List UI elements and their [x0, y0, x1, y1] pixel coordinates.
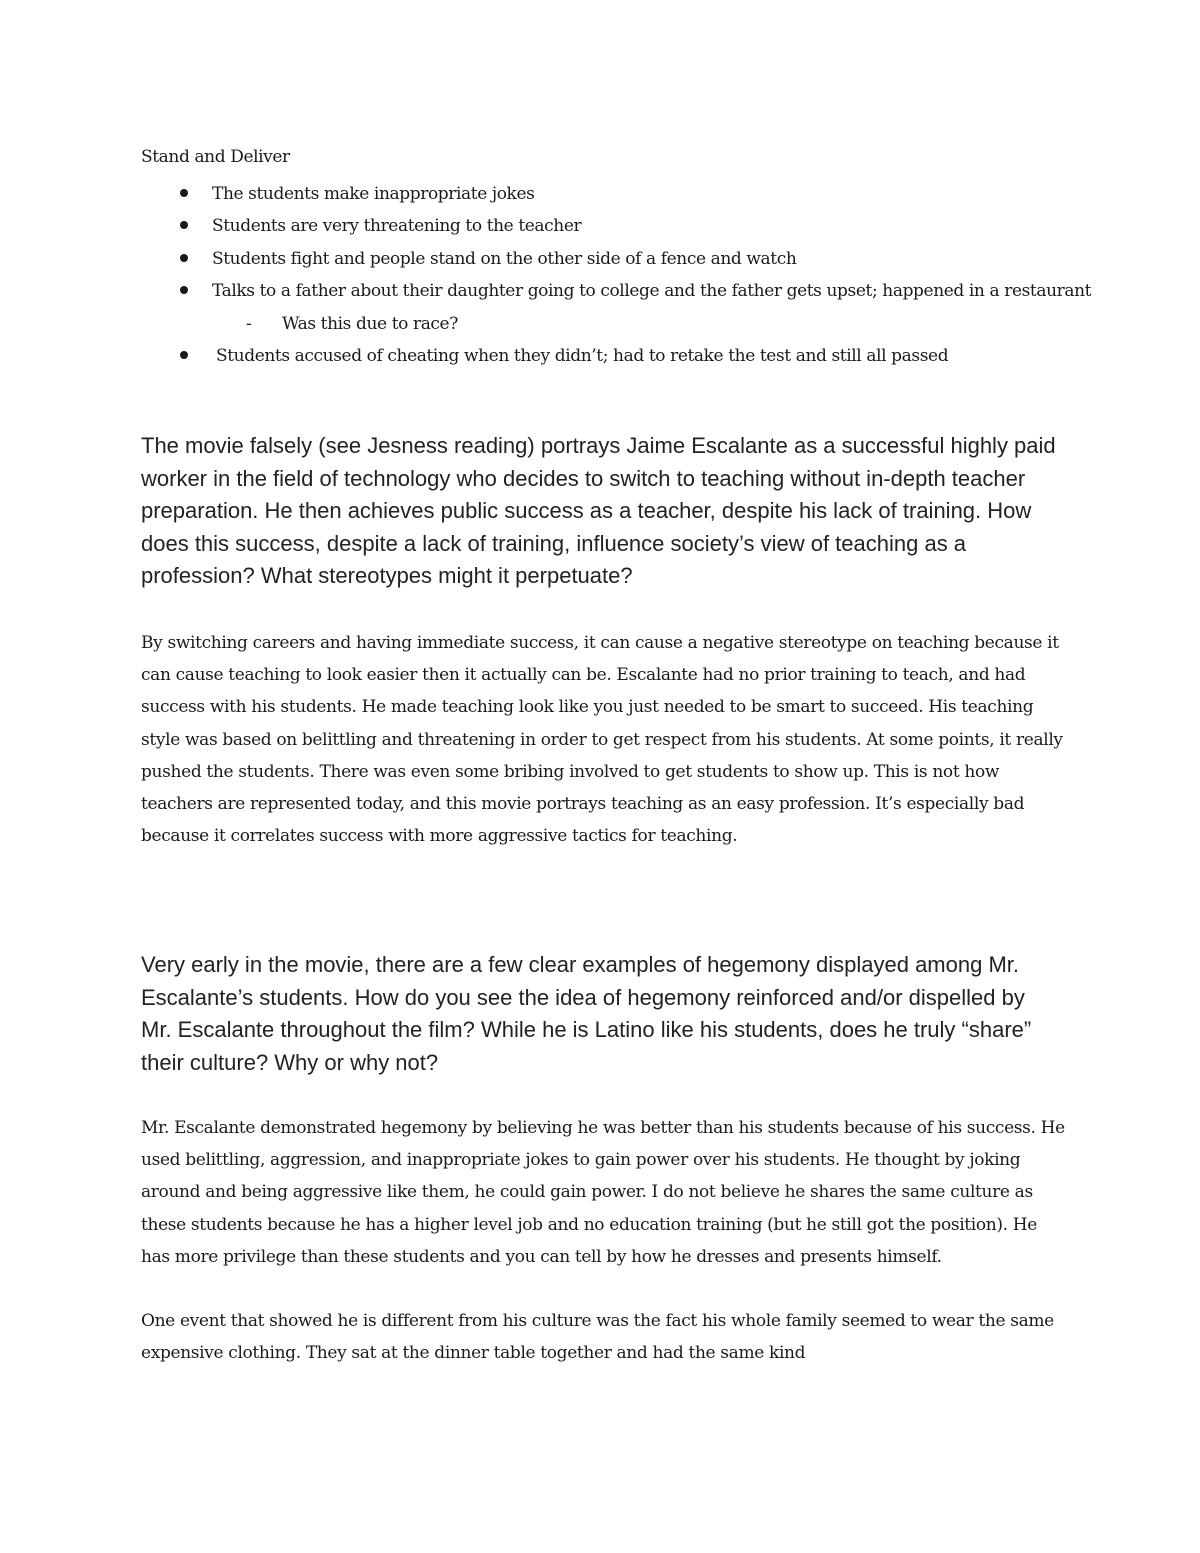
note-text: Students fight and people stand on the other side of a fence and watch — [212, 248, 797, 269]
bullet-icon — [180, 221, 188, 229]
question-paragraph: Very early in the movie, there are a few clear examples of hegemony displayed among Mr. Escalante’s students. How do you see the idea of hegemony reinforced and/or dispelled by Mr. Escalante throughout the film? While he is Latino like his students, does he truly “share” their culture? Why or why not? — [141, 952, 1032, 1075]
answer-paragraph: By switching careers and having immediate success, it can cause a negative stereotype on teaching because it can cause teaching to look easier then it actually can be. Escalante had no prior training to teach, and had success with his students. He made teaching look like you just needed to be smart to succeed. His teaching style was based on belittling and threatening in order to get respect from his students. At some points, it really pushed the students. There was even some bribing involved to get students to show up. This is not how teachers are represented today, and this movie portrays teaching as an easy profession. It’s especially bad because it correlates success with more aggressive tactics for teaching. — [141, 633, 1063, 847]
note-text: The students make inappropriate jokes — [212, 184, 535, 204]
note-text: Students are very threatening to the teacher — [212, 216, 582, 237]
answer-paragraph: One event that showed he is different from his culture was the fact his whole family seemed to wear the same expensive clothing. They sat at the dinner table together and had the same kind — [141, 1311, 1054, 1364]
document-title: Stand and Deliver — [141, 147, 290, 167]
notes-list — [141, 178, 1101, 372]
answer-paragraph: Mr. Escalante demonstrated hegemony by believing he was better than his students because of his success. He used belittling, aggression, and inappropriate jokes to gain power over his students. He thought by joking around and being aggressive like them, he could gain power. I do not believe he shares the same culture as these students because he has a higher level job and no education training (but he still got the position). He has more privilege than these students and you can tell by how he dresses and presents himself. — [141, 1118, 1065, 1267]
note-text: Talks to a father about their daughter going to college and the father gets upset; happened in a restaurant — [212, 281, 1092, 302]
sub-list-item — [212, 308, 1101, 340]
list-item — [141, 210, 1101, 242]
list-item — [141, 340, 1101, 372]
sub-note-text: Was this due to race? — [282, 313, 458, 334]
dash-marker: - — [246, 313, 252, 334]
list-item — [141, 243, 1101, 275]
bullet-icon — [180, 189, 188, 197]
bullet-icon — [180, 286, 188, 294]
question-paragraph: The movie falsely (see Jesness reading) portrays Jaime Escalante as a successful highly paid worker in the field of technology who decides to switch to teaching without in-depth teacher preparation. He then achieves public success as a teacher, despite his lack of training. How does this success, despite a lack of training, influence society’s view of teaching as a profession? What stereotypes might it perpetuate? — [141, 433, 1056, 588]
list-item — [141, 178, 1101, 210]
note-text: Students accused of cheating when they didn’t; had to retake the test and still all passed — [216, 345, 949, 366]
bullet-icon — [180, 351, 188, 359]
list-item — [141, 275, 1101, 339]
bullet-icon — [180, 254, 188, 262]
